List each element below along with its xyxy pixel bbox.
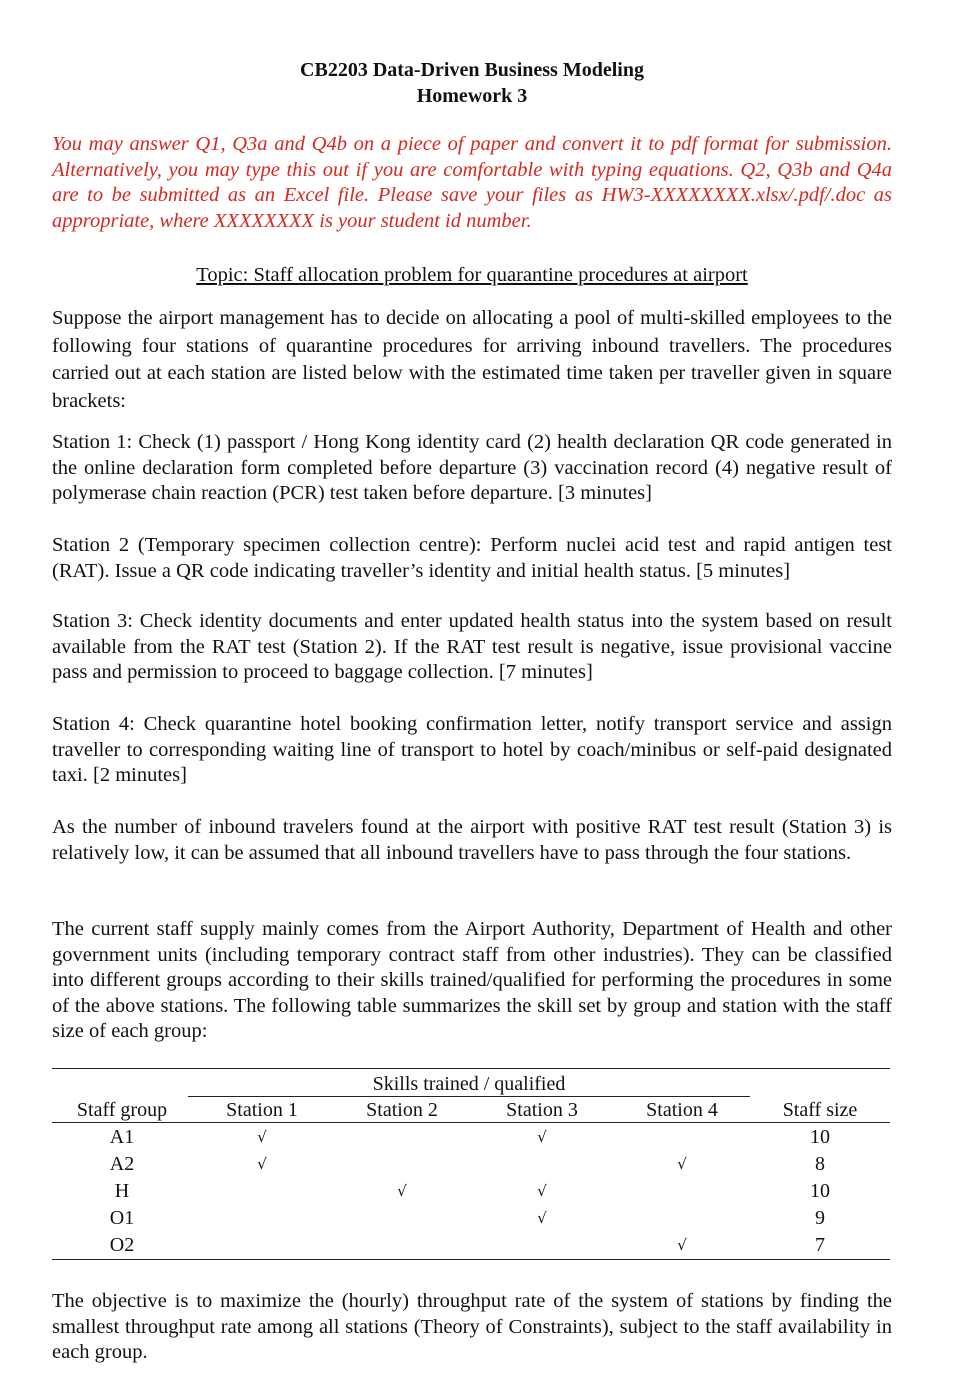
row-o1-staff-size: 9: [815, 1207, 825, 1229]
station-4-description: Station 4: Check quarantine hotel booking confirmation letter, notify transport service and assign traveller to corresponding waiting line of transport to hotel by coach/minibus or self-paid designated taxi. [2 minutes]: [52, 713, 892, 786]
assumption-paragraph: As the number of inbound travelers found at the airport with positive RAT test result (Station 3) is relatively low, it can be assumed that all inbound travellers have to pass through the four stations.: [52, 816, 892, 864]
row-o1-group: O1: [109, 1207, 135, 1229]
row-o2-group: O2: [109, 1234, 135, 1256]
column-header-staff-size: Staff size: [782, 1099, 858, 1121]
row-h-station-2-check: √: [397, 1182, 407, 1200]
row-o1-station-3-check: √: [537, 1209, 547, 1227]
row-h-group: H: [114, 1180, 130, 1202]
row-a2-station-4-check: √: [677, 1155, 687, 1173]
row-a2-staff-size: 8: [815, 1153, 825, 1175]
course-title: CB2203 Data-Driven Business Modeling: [300, 59, 644, 81]
station-1-description: Station 1: Check (1) passport / Hong Kong identity card (2) health declaration QR code generated in the online declaration form completed before departure (3) vaccination record (4) negative result of polymerase chain reaction (PCR) test taken before departure. [3 minutes]: [52, 431, 892, 504]
table-top-rule: [52, 1068, 890, 1069]
row-o2-station-4-check: √: [677, 1236, 687, 1254]
topic-heading: Topic: Staff allocation problem for quarantine procedures at airport: [196, 264, 748, 286]
station-3-description: Station 3: Check identity documents and enter updated health status into the system based on result available from the RAT test (Station 2). If the RAT test result is negative, issue provisional vaccine pass and permission to proceed to baggage collection. [7 minutes]: [52, 610, 892, 683]
skills-group-rule: [188, 1096, 750, 1097]
station-2-description: Station 2 (Temporary specimen collection centre): Perform nuclei acid test and rapid antigen test (RAT). Issue a QR code indicating traveller’s identity and initial health status. [5 minutes]: [52, 534, 892, 582]
row-a1-group: A1: [109, 1126, 135, 1148]
row-a1-station-1-check: √: [257, 1128, 267, 1146]
table-header-rule: [52, 1122, 890, 1123]
row-o2-staff-size: 7: [815, 1234, 825, 1256]
row-a1-station-3-check: √: [537, 1128, 547, 1146]
intro-paragraph: Suppose the airport management has to decide on allocating a pool of multi-skilled employees to the following four stations of quarantine procedures for arriving inbound travellers. The procedures carried out at each station are listed below with the estimated time taken per traveller given in square brackets:: [52, 307, 892, 412]
objective-paragraph: The objective is to maximize the (hourly) throughput rate of the system of stations by finding the smallest throughput rate among all stations (Theory of Constraints), subject to the staff availability in each group.: [52, 1290, 892, 1363]
row-h-station-3-check: √: [537, 1182, 547, 1200]
row-a1-staff-size: 10: [810, 1126, 830, 1148]
row-a2-station-1-check: √: [257, 1155, 267, 1173]
staff-supply-paragraph: The current staff supply mainly comes from the Airport Authority, Department of Health and other government units (including temporary contract staff from other industries). They can be classified into different groups according to their skills trained/qualified for performing the procedures in some of the above stations. The following table summarizes the skill set by group and station with the staff size of each group:: [52, 918, 892, 1042]
row-h-staff-size: 10: [810, 1180, 830, 1202]
table-bottom-rule: [52, 1259, 890, 1260]
column-header-station-4: Station 4: [646, 1099, 718, 1121]
skill-set-table: [52, 1068, 890, 1260]
column-header-station-2: Station 2: [366, 1099, 438, 1121]
row-a2-group: A2: [109, 1153, 135, 1175]
homework-title: Homework 3: [416, 85, 528, 107]
skills-group-header: Skills trained / qualified: [372, 1073, 566, 1095]
submission-instructions: You may answer Q1, Q3a and Q4b on a piece of paper and convert it to pdf format for submission. Alternatively, you may type this out if you are comfortable with typing equations. Q2, Q3b and Q4a are to be submitted as an Excel file. Please save your files as HW3-XXXXXXXX.xlsx/.pdf/.doc as appropriate, where XXXXXXXX is your student id number.: [52, 133, 892, 232]
column-header-staff-group: Staff group: [76, 1099, 168, 1121]
column-header-station-1: Station 1: [226, 1099, 298, 1121]
column-header-station-3: Station 3: [506, 1099, 578, 1121]
